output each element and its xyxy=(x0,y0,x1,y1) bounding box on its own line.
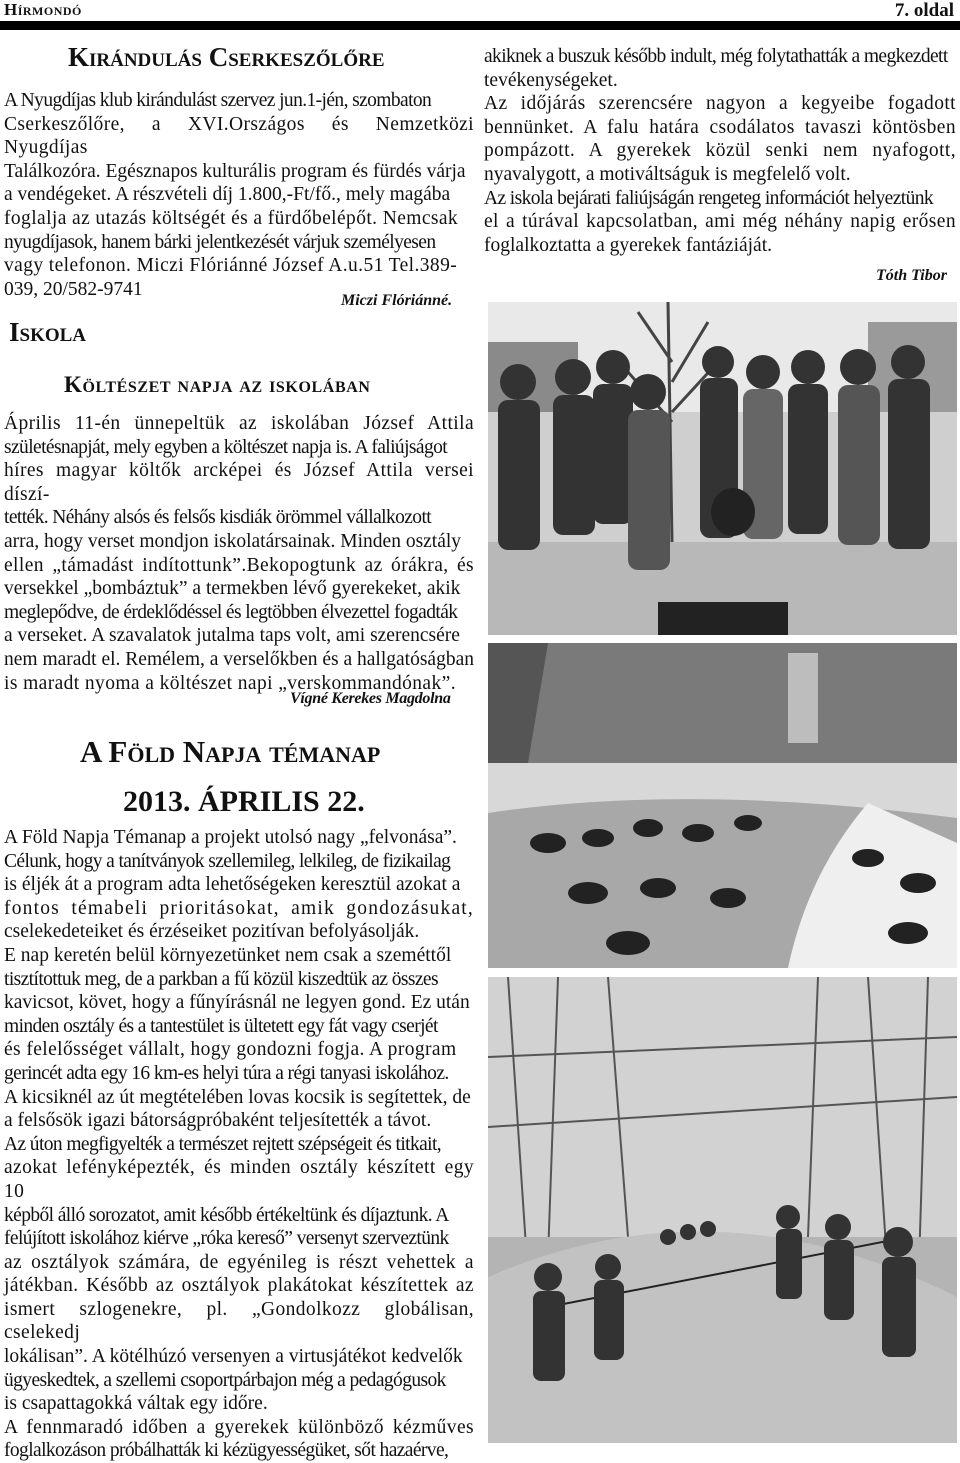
fold-napja-continuation xyxy=(484,45,956,257)
text-line: tették. Néhány alsós és felsős kisdiák örömmel vállalkozott xyxy=(4,507,432,529)
text-line: ismert szlogenekre, pl. „Gondolkozz globálisan, cselekedj xyxy=(4,1298,474,1344)
kirandulas-signature: Miczi Flóriánné. xyxy=(341,292,453,309)
photo-park-cleanup xyxy=(488,643,957,968)
section-heading-iskola: Iskola xyxy=(9,317,87,347)
publication-name: Hírmondó xyxy=(4,0,82,19)
text-line: a vendégeket. A részvételi díj 1.800,-Ft/fő., mely magába xyxy=(4,184,451,206)
fold-napja-body xyxy=(4,826,474,1463)
text-line: ügyeskedtek, a szellemi csoportpárbajon még a pedagógusok xyxy=(4,1369,446,1391)
fold-napja-signature: Tóth Tibor xyxy=(876,267,947,284)
text-line: felújított iskolához kiérve „róka kereső” versenyt szerveztünk xyxy=(4,1228,449,1250)
kolteszet-signature: Vígné Kerekes Magdolna xyxy=(290,690,451,707)
text-line: is éljék át a program adta lehetőségeken keresztül azokat a xyxy=(4,874,461,896)
text-line: A kicsiknél az út megtételében lovas kocsik is segítettek, de xyxy=(4,1086,471,1108)
text-line: meglepődve, de érdeklődéssel és legtöbben élvezettel fogadták xyxy=(4,601,458,623)
text-line: az osztályok számára, de egyénileg is részt vehettek a xyxy=(4,1251,474,1273)
text-line: pompázott. A gyerekek közül senki nem nyafogott, xyxy=(484,140,956,162)
text-line: fontos témabeli prioritásokat, amik gondozásukat, xyxy=(4,897,474,919)
page-number: 7. oldal xyxy=(894,0,954,21)
text-line: A Föld Napja Témanap a projekt utolsó nagy „felvonása”. xyxy=(4,827,457,848)
text-line: gerincét adta egy 16 km-es helyi túra a régi tanyasi iskolához. xyxy=(4,1062,449,1084)
text-line: Április 11-én ünnepeltük az iskolában József Attila xyxy=(4,413,474,434)
text-line: cselekedeteiket és érzéseiket pozitívan befolyásolják. xyxy=(4,921,420,943)
text-line: nyugdíjasok, hanem bárki jelentkezését várjuk személyesen xyxy=(4,231,436,253)
photo-tug-of-war xyxy=(488,977,957,1443)
text-line: el a túrával kapcsolatban, ami még néhány napig erősen xyxy=(484,211,956,233)
text-line: Az iskola bejárati faliújságán rengeteg információt helyeztünk xyxy=(484,187,934,209)
text-line: azokat lefényképezték, és minden osztály készített egy 10 xyxy=(4,1157,474,1202)
text-line: tevékenységeket. xyxy=(484,69,618,91)
text-line: játékban. Később az osztályok plakátokat készítettek az xyxy=(4,1275,474,1297)
text-line: Az úton megfigyelték a természet rejtett szépségeit és titkait, xyxy=(4,1133,442,1155)
text-line: nyavalygott, a motiváltságuk is megfelelő volt. xyxy=(484,163,851,185)
text-line: és felelősséget vállalt, hogy gondozni fogja. A program xyxy=(4,1039,457,1061)
text-line: arra, hogy verset mondjon iskolatársainak. Minden osztály xyxy=(4,530,462,552)
text-line: vagy telefonon. Miczi Flóriánné József A.u.51 Tel.389- xyxy=(4,255,458,277)
kolteszet-title: Költészet napja az iskolában xyxy=(64,372,371,397)
text-line: versekkel „bombáztuk” a termekben lévő gyerekeket, akik xyxy=(4,578,461,600)
text-line: is maradt nyoma a költészet napi „verskommandónak”. xyxy=(4,672,456,694)
text-line: híres magyar költők arcképei és József Attila versei díszí- xyxy=(4,460,474,505)
kirandulas-body xyxy=(4,89,474,301)
text-line: születésnapját, mely egyben a költészet napja is. A faliújságot xyxy=(4,436,448,458)
text-line: kavicsot, követ, hogy a fűnyírásnál ne legyen gond. Ez után xyxy=(4,992,470,1014)
text-line: bennünket. A falu határa csodálatos tavaszi köntösben xyxy=(484,116,956,138)
fold-napja-title: A Föld Napja témanap xyxy=(80,734,381,769)
text-line: Az időjárás szerencsére nagyon a kegyeibe fogadott xyxy=(484,93,956,115)
header-rule xyxy=(0,21,960,30)
text-line: E nap keretén belül környezetünket nem csak a szeméttől xyxy=(4,944,452,966)
text-line: akiknek a buszuk később indult, még folytathatták a megkezdett xyxy=(484,46,948,67)
kolteszet-body xyxy=(4,412,474,695)
kirandulas-title: Kirándulás Cserkeszőlőre xyxy=(68,42,385,72)
text-line: Cserkeszőlőre, a XVI.Országos és Nemzetközi Nyugdíjas xyxy=(4,113,474,159)
text-line: képből álló sorozatot, amit később értékeltünk és díjaztunk. A xyxy=(4,1204,449,1226)
text-line: foglalja az utazás költségét és a fürdőbelépőt. Nemcsak xyxy=(4,207,459,229)
text-line: foglalkozáson próbálhatták ki kézügyességüket, sőt hazaérve, xyxy=(4,1440,449,1462)
text-line: is csapattagokká váltak egy időre. xyxy=(4,1393,268,1415)
text-line: a felsősök igazi bátorságpróbaként teljesítették a távot. xyxy=(4,1110,432,1132)
fold-napja-date: 2013. ÁPRILIS 22. xyxy=(123,785,365,818)
text-line: 039, 20/582-9741 xyxy=(4,278,143,300)
text-line: lokálisan”. A kötélhúzó versenyen a virtusjátékot kedvelők xyxy=(4,1346,463,1368)
text-line: minden osztály és a tantestület is ültetett egy fát vagy cserjét xyxy=(4,1015,438,1037)
text-line: tisztítottuk meg, de a parkban a fű közül kiszedtük az összes xyxy=(4,968,438,990)
text-line: A Nyugdíjas klub kirándulást szervez jun.1-jén, szombaton xyxy=(4,90,432,111)
photo-tree-planting xyxy=(488,302,957,635)
text-line: Célunk, hogy a tanítványok szellemileg, lelkileg, de fizikailag xyxy=(4,850,451,872)
text-line: Találkozóra. Egésznapos kulturális program és fürdés várja xyxy=(4,160,466,182)
text-line: A fennmaradó időben a gyerekek különböző kézműves xyxy=(4,1416,474,1438)
text-line: nem maradt el. Remélem, a verselőkben és a hallgatóságban xyxy=(4,648,474,670)
text-line: a verseket. A szavalatok jutalma taps volt, ami szerencsére xyxy=(4,625,460,647)
text-line: foglalkoztatta a gyerekek fantáziáját. xyxy=(484,234,773,256)
text-line: ellen „támadást indítottunk”.Bekopogtunk az órákra, és xyxy=(4,554,474,576)
